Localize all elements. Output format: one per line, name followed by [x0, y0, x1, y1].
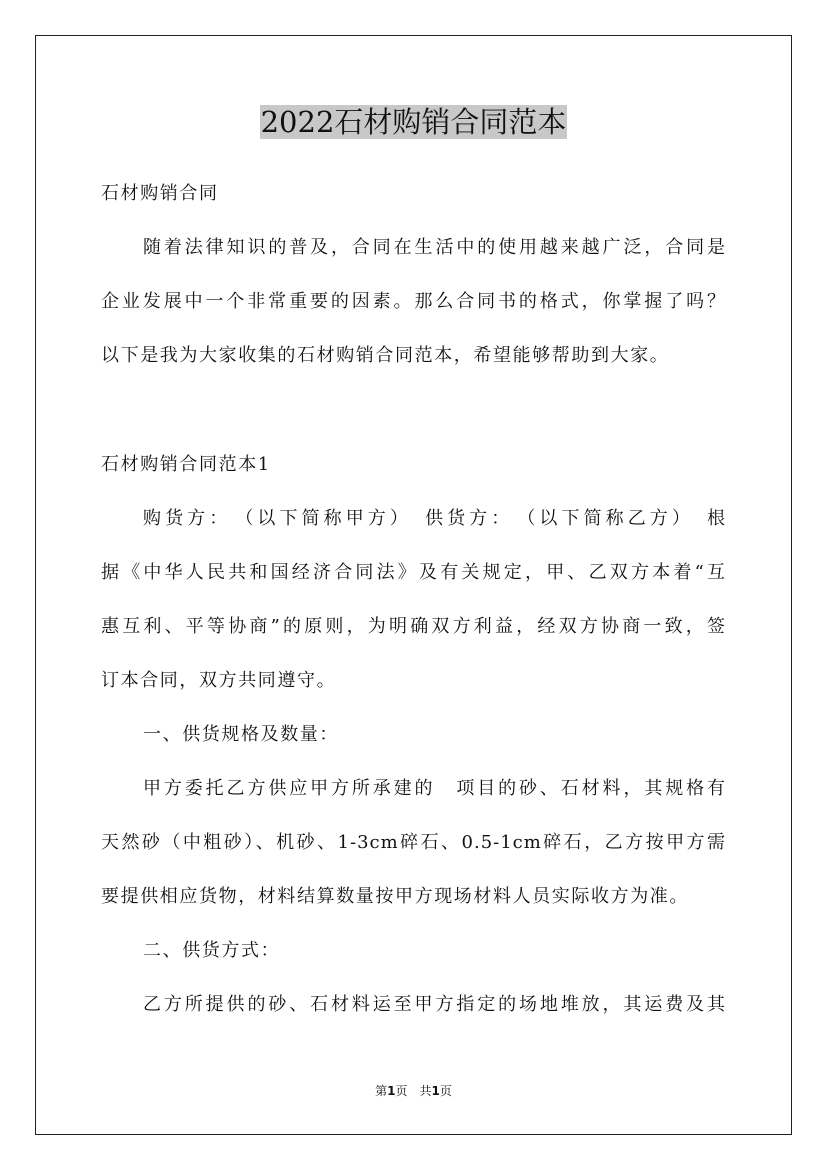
document-title [0, 102, 827, 142]
parties-line: 订本合同，双方共同遵守。 [101, 670, 337, 691]
footer-page-total: 1 [431, 1084, 440, 1098]
intro-line: 企业发展中一个非常重要的因素。那么合同书的格式，你掌握了吗？ [101, 291, 726, 312]
intro-line: 以下是我为大家收集的石材购销合同范本，希望能够帮助到大家。 [101, 345, 670, 366]
clause2-heading: 二、供货方式： [143, 940, 281, 961]
page-footer [0, 1083, 827, 1099]
footer-prefix: 第 [375, 1084, 388, 1098]
intro-line: 随着法律知识的普及，合同在生活中的使用越来越广泛，合同是 [143, 237, 726, 258]
clause2-line: 乙方所提供的砂、石材料运至甲方指定的场地堆放，其运费及其 [143, 994, 726, 1015]
footer-mid: 页 共 [395, 1084, 432, 1098]
parties-line: 据《中华人民共和国经济合同法》及有关规定，甲、乙双方本着“互 [101, 562, 726, 583]
clause1-line: 要提供相应货物，材料结算数量按甲方现场材料人员实际收方为准。 [101, 886, 689, 907]
document-title-text: 2022石材购销合同范本 [260, 105, 567, 139]
clause1-line: 甲方委托乙方供应甲方所承建的 项目的砂、石材料，其规格有 [143, 778, 726, 799]
section-title: 石材购销合同范本1 [101, 454, 271, 475]
parties-line: 购货方： （以下简称甲方） 供货方： （以下简称乙方） 根 [143, 508, 726, 529]
document-subtitle: 石材购销合同 [101, 183, 219, 204]
clause1-heading: 一、供货规格及数量： [143, 724, 339, 745]
footer-page-current: 1 [387, 1084, 396, 1098]
clause1-line: 天然砂（中粗砂）、机砂、1-3cm碎石、0.5-1cm碎石，乙方按甲方需 [101, 832, 726, 853]
parties-line: 惠互利、平等协商”的原则，为明确双方利益，经双方协商一致，签 [101, 616, 726, 637]
footer-suffix: 页 [439, 1084, 452, 1098]
